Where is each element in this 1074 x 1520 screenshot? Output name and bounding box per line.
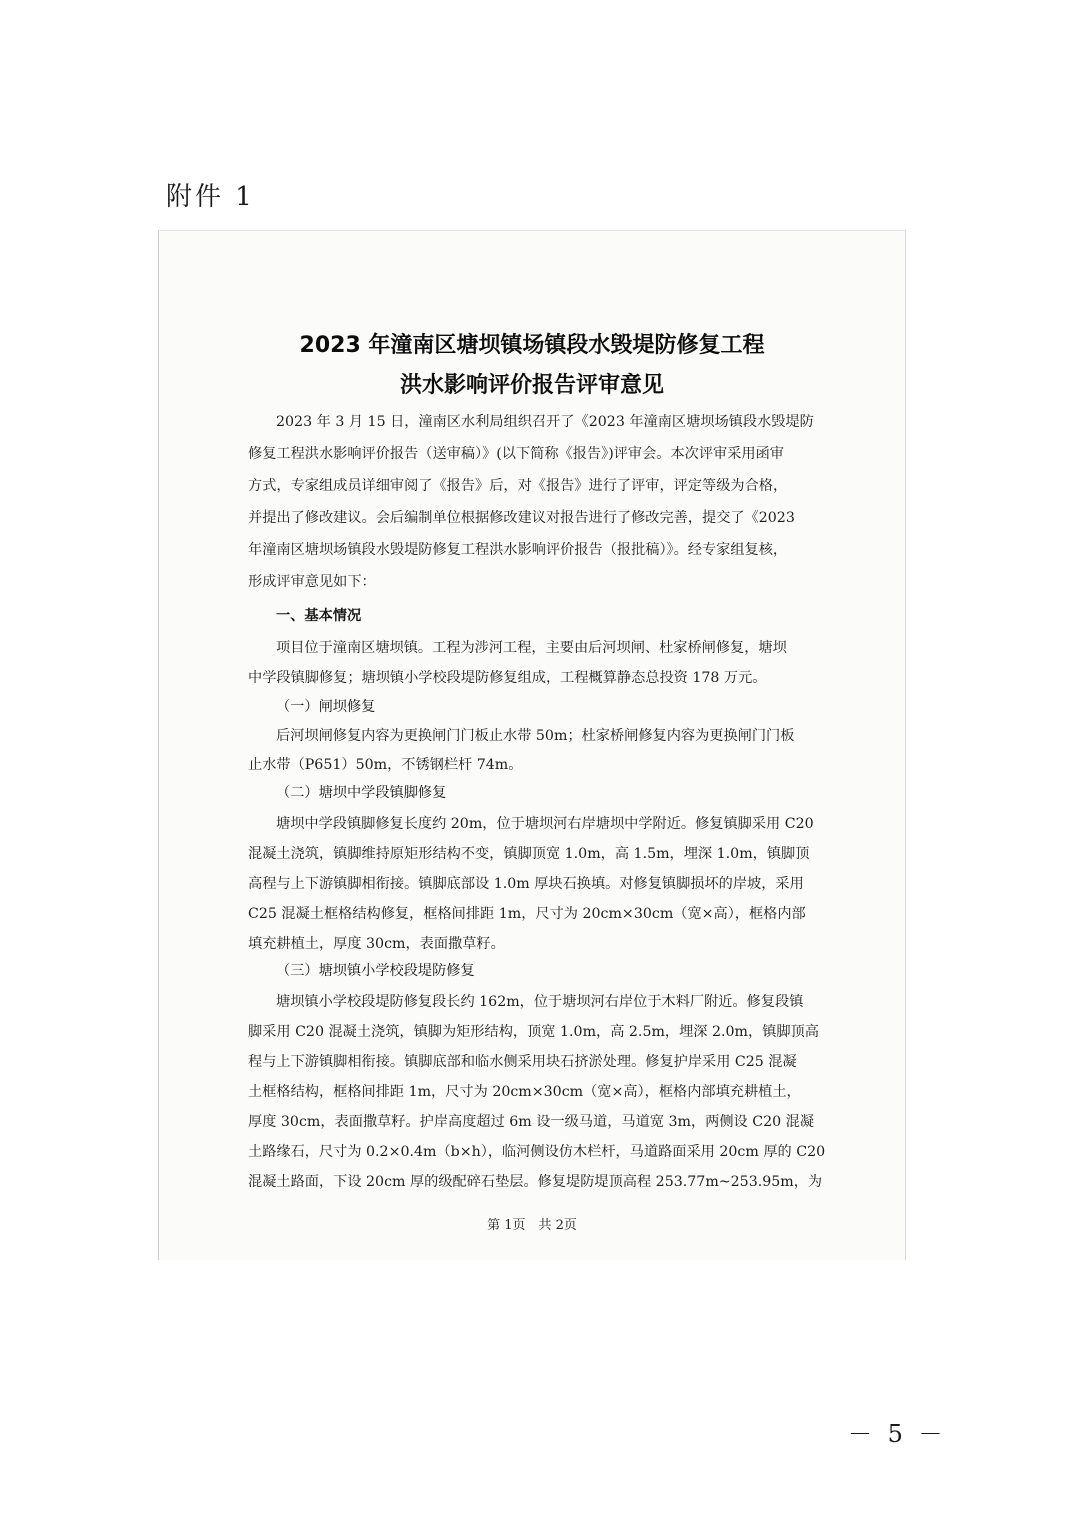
sub2-line: C25 混凝土框格结构修复，框格间排距 1m，尺寸为 20cm×30cm（宽×高），框格内部 [248, 906, 806, 922]
intro-line: 修复工程洪水影响评价报告（送审稿）》(以下简称《报告》)评审会。本次评审采用函审 [248, 446, 784, 462]
intro-line: 形成评审意见如下： [248, 574, 376, 590]
intro-line: 并提出了修改建议。会后编制单位根据修改建议对报告进行了修改完善，提交了《2023 [248, 510, 795, 526]
document-title-line-1: 2023 年潼南区塘坝镇场镇段水毁堤防修复工程 [299, 333, 765, 358]
page-number: － 5 － [848, 1420, 947, 1448]
sub3-line: 程与上下游镇脚相衔接。镇脚底部和临水侧采用块石挤淤处理。修复护岸采用 C25 混凝 [248, 1054, 797, 1070]
sub3-line: 脚采用 C20 混凝土浇筑，镇脚为矩形结构，顶宽 1.0m，高 2.5m，埋深 2.0m，镇脚顶高 [248, 1024, 819, 1040]
attachment-label: 附件 1 [166, 182, 255, 212]
sub2-line: 塘坝中学段镇脚修复长度约 20m，位于塘坝河右岸塘坝中学附近。修复镇脚采用 C20 [276, 816, 814, 832]
intro-line: 年潼南区塘坝场镇段水毁堤防修复工程洪水影响评价报告（报批稿）》。经专家组复核， [248, 542, 788, 558]
sub3-line: 土框格结构，框格间排距 1m，尺寸为 20cm×30cm（宽×高），框格内部填充耕植土， [248, 1084, 801, 1100]
subsection-heading-primary-school-levee: （三）塘坝镇小学校段堤防修复 [276, 963, 475, 979]
subsection-heading-middle-school-toe: （二）塘坝中学段镇脚修复 [276, 785, 447, 801]
sub2-line: 混凝土浇筑，镇脚维持原矩形结构不变，镇脚顶宽 1.0m，高 1.5m，埋深 1.0m，镇脚顶 [248, 846, 810, 862]
intro-line: 方式，专家组成员详细审阅了《报告》后，对《报告》进行了评审，评定等级为合格， [248, 478, 788, 494]
sub1-line: 止水带（P651）50m，不锈钢栏杆 74m。 [248, 757, 523, 773]
intro-line: 2023 年 3 月 15 日，潼南区水利局组织召开了《2023 年潼南区塘坝场镇段水毁堤防 [276, 414, 814, 430]
sub3-line: 厚度 30cm，表面撒草籽。护岸高度超过 6m 设一级马道，马道宽 3m，两侧设 C20 混凝 [248, 1114, 815, 1130]
sub3-line: 混凝土路面，下设 20cm 厚的级配碎石垫层。修复堤防堤顶高程 253.77m~253.95m，为 [248, 1174, 823, 1190]
subsection-heading-gate-repair: （一）闸坝修复 [276, 699, 376, 715]
sub3-line: 塘坝镇小学校段堤防修复段长约 162m，位于塘坝河右岸位于木料厂附近。修复段镇 [276, 994, 804, 1010]
section1-line: 项目位于潼南区塘坝镇。工程为涉河工程，主要由后河坝闸、杜家桥闸修复，塘坝 [276, 640, 787, 656]
section1-line: 中学段镇脚修复；塘坝镇小学校段堤防修复组成，工程概算静态总投资 178 万元。 [248, 670, 767, 686]
bleed-through-mark [598, 570, 602, 583]
scanned-document-page [158, 230, 906, 1260]
sub3-line: 土路缘石，尺寸为 0.2×0.4m（b×h），临河侧设仿木栏杆，马道路面采用 20cm 厚的 C20 [248, 1144, 826, 1160]
sub2-line: 填充耕植土，厚度 30cm，表面撒草籽。 [248, 936, 505, 952]
scan-page-footer: 第 1页 共 2页 [487, 1218, 577, 1233]
sub2-line: 高程与上下游镇脚相衔接。镇脚底部设 1.0m 厚块石换填。对修复镇脚损坏的岸坡，采用 [248, 876, 804, 892]
sub1-line: 后河坝闸修复内容为更换闸门门板止水带 50m；杜家桥闸修复内容为更换闸门门板 [276, 728, 795, 744]
document-title-line-2: 洪水影响评价报告评审意见 [399, 373, 664, 398]
section-heading-basic-info: 一、基本情况 [276, 608, 362, 624]
